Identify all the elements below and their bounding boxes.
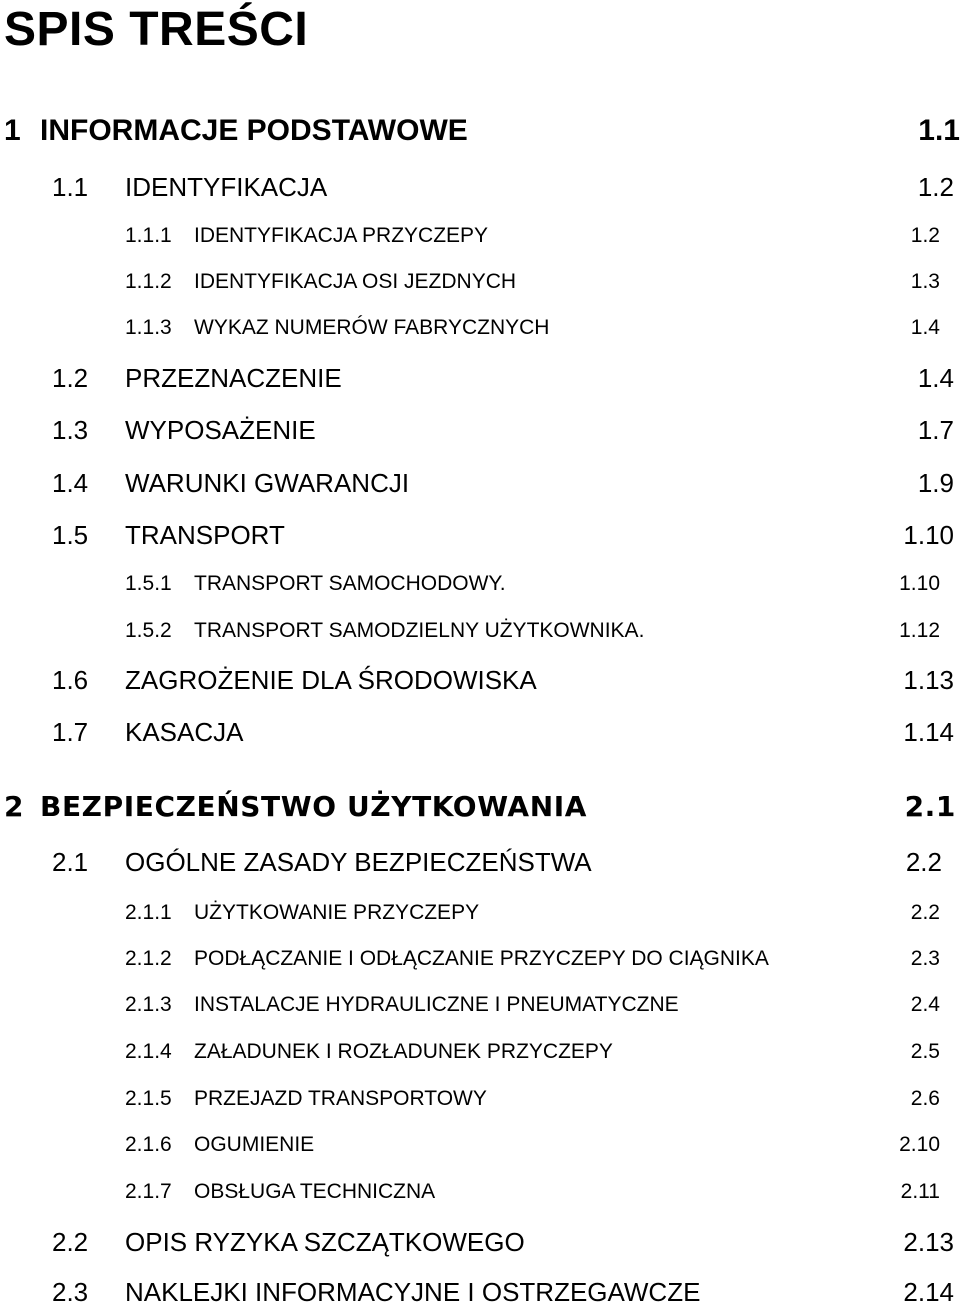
toc-entry-title: OGUMIENIE [194,1133,315,1156]
toc-entry-2-3[interactable] [0,1276,960,1308]
toc-entry-page: 2.6 [910,1087,940,1110]
toc-entry-page: 2.1 [904,790,956,823]
toc-entry-number: 1.5.1 [125,572,172,595]
toc-entry-number: 2 [4,790,25,823]
toc-entry-1-2[interactable] [0,362,960,394]
toc-entry-title: WYKAZ NUMERÓW FABRYCZNYCH [194,316,550,339]
toc-entry-number: 1.1.3 [125,316,172,339]
toc-entry-number: 2.3 [52,1277,89,1307]
toc-entry-page: 2.2 [905,847,942,877]
toc-entry-number: 2.1.2 [125,947,172,970]
toc-entry-number: 1.2 [52,363,89,393]
toc-entry-title: TRANSPORT SAMOCHODOWY. [194,572,506,595]
toc-entry-page: 2.3 [910,947,940,970]
toc-entry-2-1[interactable] [0,846,960,878]
toc-entry-title: UŻYTKOWANIE PRZYCZEPY [194,901,480,924]
toc-entry-number: 1.6 [52,665,89,695]
toc-entry-title: INSTALACJE HYDRAULICZNE I PNEUMATYCZNE [194,993,679,1016]
toc-entry-title: NAKLEJKI INFORMACYJNE I OSTRZEGAWCZE [125,1277,701,1307]
toc-entry-page: 2.4 [910,993,940,1016]
toc-entry-title: IDENTYFIKACJA [125,172,328,202]
toc-entry-number: 1 [4,114,21,147]
toc-entry-page: 2.11 [900,1180,940,1203]
toc-entry-2-1-3[interactable] [0,991,960,1019]
toc-entry-title: IDENTYFIKACJA PRZYCZEPY [194,224,489,247]
toc-entry-number: 2.1.6 [125,1133,172,1156]
page-title: SPIS TREŚCI [4,3,309,56]
toc-entry-number: 2.1.7 [125,1180,172,1203]
toc-entry-title: OGÓLNE ZASADY BEZPIECZEŃSTWA [125,847,592,877]
toc-entry-page: 1.4 [917,363,954,393]
toc-entry-number: 1.4 [52,468,89,498]
toc-entry-title: INFORMACJE PODSTAWOWE [40,114,468,147]
toc-entry-page: 2.10 [899,1133,940,1156]
toc-entry-1-7[interactable] [0,716,960,748]
toc-entry-number: 2.1.5 [125,1087,172,1110]
toc-entry-title: ZAŁADUNEK I ROZŁADUNEK PRZYCZEPY [194,1040,613,1063]
toc-entry-1-5-2[interactable] [0,617,960,645]
toc-entry-page: 1.2 [910,224,940,247]
toc-entry-number: 1.1 [52,172,89,202]
toc-entry-title: OBSŁUGA TECHNICZNA [194,1180,436,1203]
toc-entry-1-1-3[interactable] [0,314,960,342]
toc-entry-number: 2.1.4 [125,1040,172,1063]
toc-entry-title: ZAGROŻENIE DLA ŚRODOWISKA [125,665,537,695]
toc-entry-number: 2.1.3 [125,993,172,1016]
toc-entry-title: OPIS RYZYKA SZCZĄTKOWEGO [125,1227,525,1257]
toc-entry-page: 1.12 [899,619,940,642]
toc-entry-page: 1.10 [903,520,954,550]
toc-entry-page: 1.1 [918,114,960,147]
toc-entry-page: 2.14 [903,1277,954,1307]
toc-entry-page: 2.13 [903,1227,954,1257]
toc-entry-2[interactable] [0,789,960,825]
toc-entry-title: WYPOSAŻENIE [125,415,316,445]
toc-entry-number: 2.1.1 [125,901,172,924]
toc-entry-title: KASACJA [125,717,244,747]
toc-entry-1-6[interactable] [0,664,960,696]
toc-entry-title: BEZPIECZEŃSTWO UŻYTKOWANIA [40,790,588,823]
toc-entry-1-3[interactable] [0,414,960,446]
toc-entry-page: 1.9 [917,468,954,498]
toc-entry-title: PRZEJAZD TRANSPORTOWY [194,1087,487,1110]
toc-entry-2-2[interactable] [0,1226,960,1258]
toc-entry-page: 1.2 [917,172,954,202]
toc-entry-2-1-5[interactable] [0,1085,960,1113]
toc-entry-number: 1.5 [52,520,89,550]
toc-entry-title: WARUNKI GWARANCJI [125,468,410,498]
toc-entry-1-5[interactable] [0,519,960,551]
toc-entry-1[interactable] [0,113,960,149]
toc-entry-page: 1.13 [903,665,954,695]
toc-entry-page: 2.2 [910,901,940,924]
toc-entry-2-1-7[interactable] [0,1178,960,1206]
toc-entry-2-1-6[interactable] [0,1131,960,1159]
toc-entry-1-1-2[interactable] [0,268,960,296]
toc-entry-number: 2.2 [52,1227,89,1257]
toc-entry-title: TRANSPORT [125,520,285,550]
toc-entry-page: 1.4 [910,316,940,339]
toc-entry-title: IDENTYFIKACJA OSI JEZDNYCH [194,270,517,293]
toc-entry-page: 2.5 [910,1040,940,1063]
toc-entry-1-4[interactable] [0,467,960,499]
toc-entry-number: 1.3 [52,415,89,445]
toc-entry-2-1-2[interactable] [0,945,960,973]
toc-entry-number: 1.1.2 [125,270,172,293]
toc-entry-title: TRANSPORT SAMODZIELNY UŻYTKOWNIKA. [194,619,645,642]
toc-entry-2-1-4[interactable] [0,1038,960,1066]
toc-entry-1-1-1[interactable] [0,222,960,250]
toc-entry-page: 1.14 [903,717,954,747]
toc-entry-number: 2.1 [52,847,89,877]
toc-entry-2-1-1[interactable] [0,899,960,927]
toc-entry-number: 1.5.2 [125,619,172,642]
toc-entry-page: 1.3 [910,270,940,293]
toc-entry-1-5-1[interactable] [0,570,960,598]
toc-entry-page: 1.10 [899,572,940,595]
toc-entry-1-1[interactable] [0,171,960,203]
toc-entry-title: PRZEZNACZENIE [125,363,342,393]
toc-entry-number: 1.7 [52,717,89,747]
toc-entry-number: 1.1.1 [125,224,172,247]
toc-entry-page: 1.7 [917,415,954,445]
toc-entry-title: PODŁĄCZANIE I ODŁĄCZANIE PRZYCZEPY DO CIĄGNIKA [194,947,769,970]
